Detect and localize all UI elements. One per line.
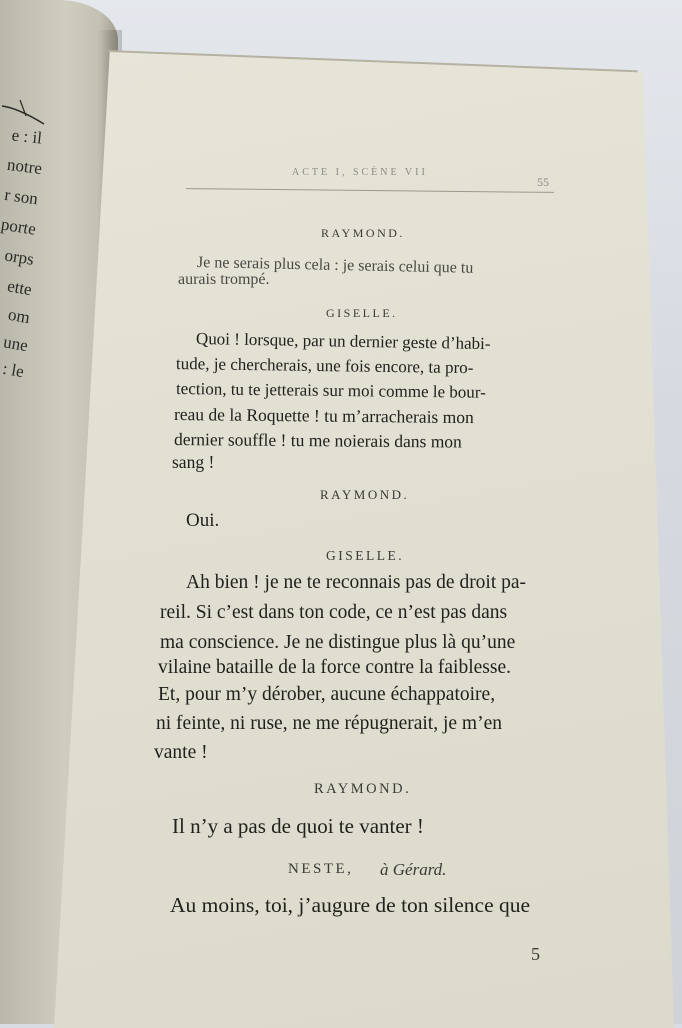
dialogue-line: ma conscience. Je ne distingue plus là qu’une xyxy=(160,632,516,653)
stage-direction: à Gérard. xyxy=(380,860,447,879)
dialogue-line: Et, pour m’y dérober, aucune échappatoire, xyxy=(158,684,496,705)
dialogue-line: Ah bien ! je ne te reconnais pas de droit pa- xyxy=(186,572,527,593)
dialogue-line: vilaine bataille de la force contre la faiblesse. xyxy=(158,657,511,678)
dialogue-line: Je ne serais plus cela : je serais celui que tu xyxy=(196,254,474,277)
left-text-fragment: r son xyxy=(3,184,40,209)
left-text-fragment: ette xyxy=(5,276,34,300)
left-text-fragment: : le xyxy=(1,358,26,382)
left-text-fragment: porte xyxy=(0,214,38,239)
dialogue-line: dernier souffle ! tu me noierais dans mon xyxy=(173,429,462,452)
dialogue-line: tection, tu te jetterais sur moi comme le bour- xyxy=(175,379,486,402)
dialogue-line: sang ! xyxy=(172,452,215,472)
speaker-name: RAYMOND. xyxy=(314,781,412,797)
left-text-fragment: e : il xyxy=(10,125,43,148)
dialogue-line: aurais trompé. xyxy=(178,271,270,288)
signature-mark: 5 xyxy=(531,944,540,964)
running-title: ACTE I, SCÈNE VII xyxy=(292,167,428,178)
dialogue-line: Il n’y a pas de quoi te vanter ! xyxy=(172,814,424,838)
left-text-fragment: orps xyxy=(3,245,36,269)
dialogue-line: Oui. xyxy=(186,510,220,531)
left-text-fragment: om xyxy=(6,304,32,328)
dialogue-line: Au moins, toi, j’augure de ton silence que xyxy=(170,893,531,917)
dialogue-line: tude, je chercherais, une fois encore, ta pro- xyxy=(175,354,474,378)
dialogue-line: reau de la Roquette ! tu m’arracherais mon xyxy=(173,404,474,428)
dialogue-line: reil. Si c’est dans ton code, ce n’est pas dans xyxy=(160,602,508,623)
right-page xyxy=(54,48,674,1028)
dialogue-line: ni feinte, ni ruse, ne me répugnerait, je m’en xyxy=(156,713,502,734)
speaker-name: NESTE, xyxy=(288,861,354,877)
speaker-name: GISELLE. xyxy=(326,548,405,563)
left-text-fragment: notre xyxy=(6,154,44,178)
speaker-name: RAYMOND. xyxy=(320,487,410,502)
speaker-name: RAYMOND. xyxy=(321,226,405,240)
dialogue-line: vante ! xyxy=(154,742,208,763)
page-number: 55 xyxy=(537,175,549,189)
left-text-fragment: une xyxy=(1,332,30,356)
speaker-name: GISELLE. xyxy=(326,306,398,320)
dialogue-line: Quoi ! lorsque, par un dernier geste d’habi- xyxy=(195,329,491,354)
